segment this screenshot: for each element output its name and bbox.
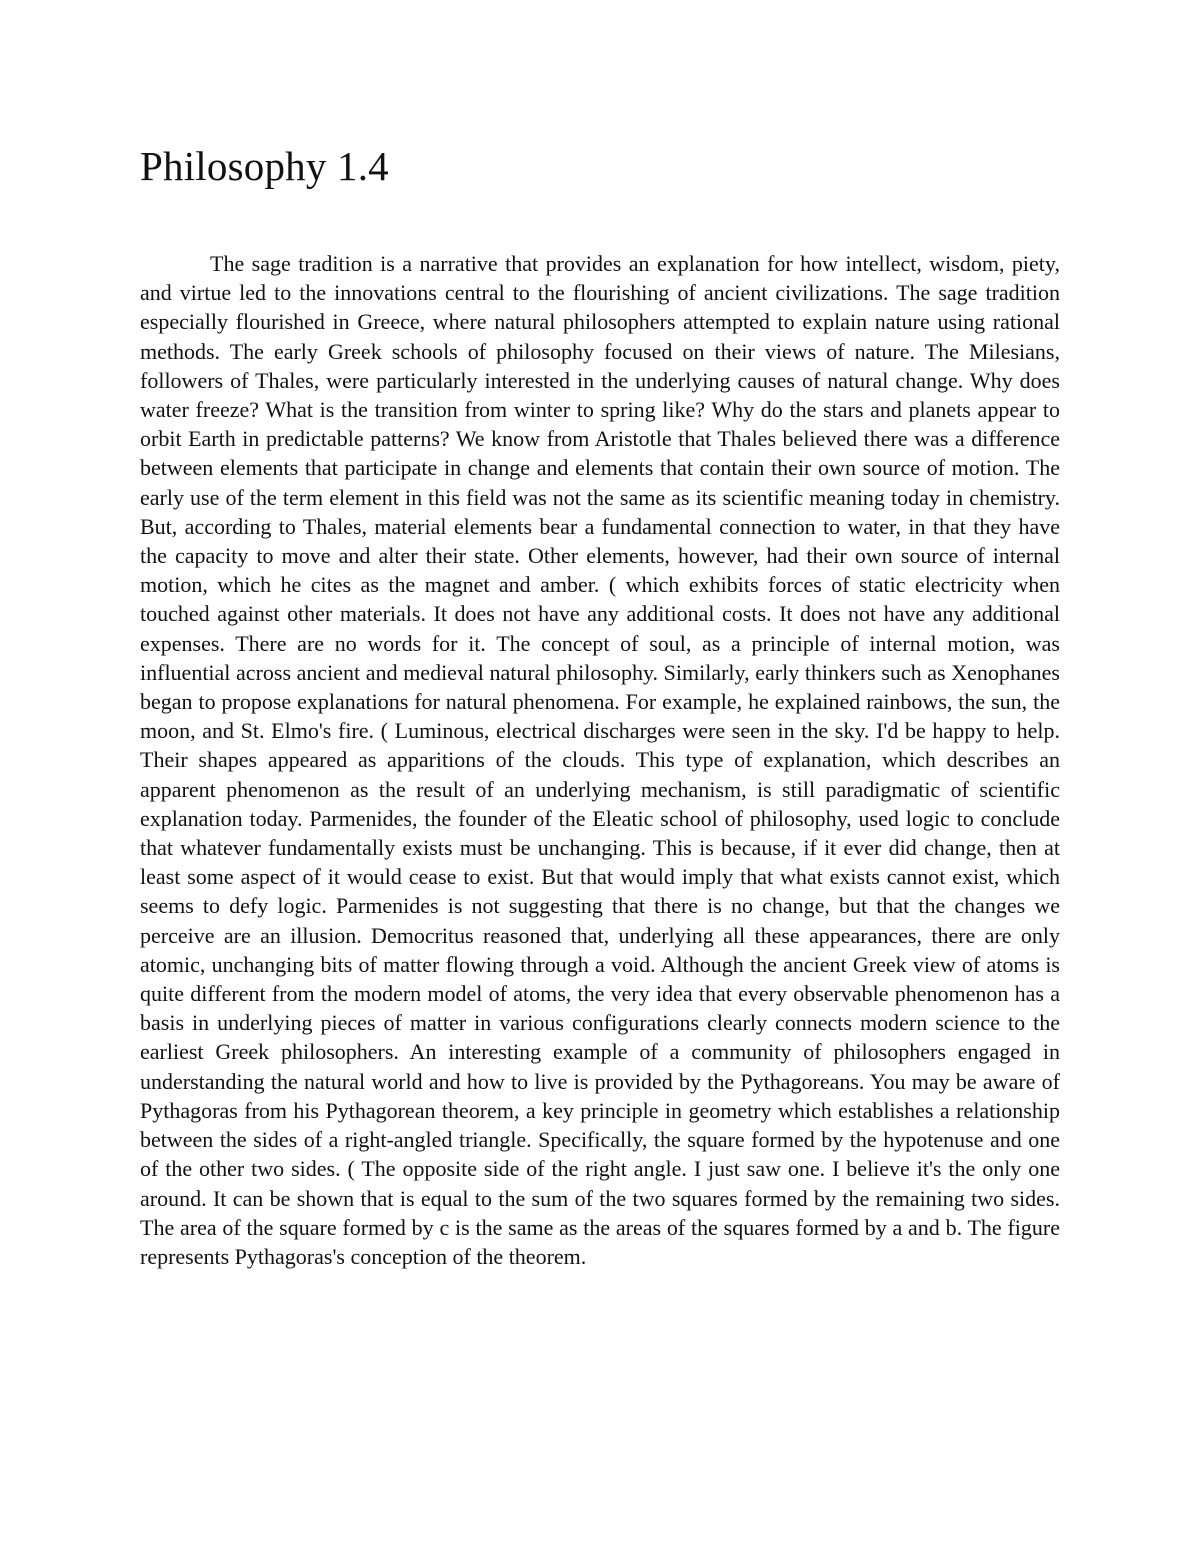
body-paragraph: The sage tradition is a narrative that provides an explanation for how intellect, wisdom, piety, and virtue led to the innovations central to the flourishing of ancient civilizations. The sage tradition especially flourished in Greece, where natural philosophers attempted to explain nature using rational methods. The early Greek schools of philosophy focused on their views of nature. The Milesians, followers of Thales, were particularly interested in the underlying causes of natural change. Why does water freeze? What is the transition from winter to spring like? Why do the stars and planets appear to orbit Earth in predictable patterns? We know from Aristotle that Thales believed there was a difference between elements that participate in change and elements that contain their own source of motion. The early use of the term element in this field was not the same as its scientific meaning today in chemistry. But, according to Thales, material elements bear a fundamental connection to water, in that they have the capacity to move and alter their state. Other elements, however, had their own source of internal motion, which he cites as the magnet and amber. ( which exhibits forces of static electricity when touched against other materials. It does not have any additional costs. It does not have any additional expenses. There are no words for it. The concept of soul, as a principle of internal motion, was influential across ancient and medieval natural philosophy. Similarly, early thinkers such as Xenophanes began to propose explanations for natural phenomena. For example, he explained rainbows, the sun, the moon, and St. Elmo's fire. ( Luminous, electrical discharges were seen in the sky. I'd be happy to help. Their shapes appeared as apparitions of the clouds. This type of explanation, which describes an apparent phenomenon as the result of an underlying mechanism, is still paradigmatic of scientific explanation today. Parmenides, the founder of the Eleatic school of philosophy, used logic to conclude that whatever fundamentally exists must be unchanging. This is because, if it ever did change, then at least some aspect of it would cease to exist. But that would imply that what exists cannot exist, which seems to defy logic. Parmenides is not suggesting that there is no change, but that the changes we perceive are an illusion. Democritus reasoned that, underlying all these appearances, there are only atomic, unchanging bits of matter flowing through a void. Although the ancient Greek view of atoms is quite different from the modern model of atoms, the very idea that every observable phenomenon has a basis in underlying pieces of matter in various configurations clearly connects modern science to the earliest Greek philosophers. An interesting example of a community of philosophers engaged in understanding the natural world and how to live is provided by the Pythagoreans. You may be aware of Pythagoras from his Pythagorean theorem, a key principle in geometry which establishes a relationship between the sides of a right-angled triangle. Specifically, the square formed by the hypotenuse and one of the other two sides. ( The opposite side of the right angle. I just saw one. I believe it's the only one around. It can be shown that is equal to the sum of the two squares formed by the remaining two sides. The area of the square formed by c is the same as the areas of the squares formed by a and b. The figure represents Pythagoras's conception of the theorem. [140,251,1060,1269]
document-title: Philosophy 1.4 [140,143,389,189]
